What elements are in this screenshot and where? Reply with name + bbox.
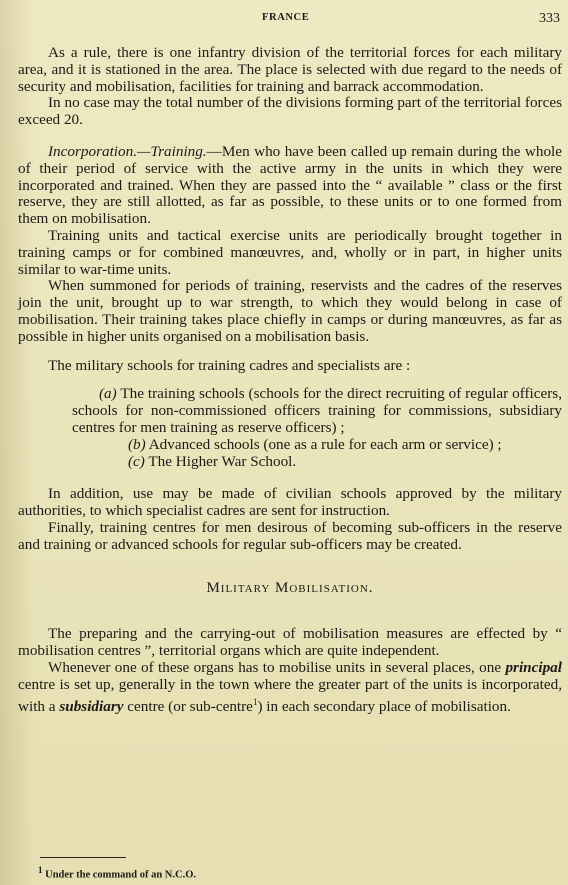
list-text: The training schools (schools for the direct recruiting of regular officers, schools for non-commissioned officers training for commissions, subsidiary centres for men training as reserve officers) ; bbox=[72, 385, 562, 436]
emphasis-subsidiary: subsidiary bbox=[59, 697, 124, 715]
paragraph bbox=[18, 660, 562, 715]
paragraph bbox=[18, 144, 562, 228]
list-label: (a) bbox=[99, 385, 117, 403]
paragraph: Training units and tactical exercise units are periodically brought together in training camps or for combined manœuvres, and, wholly or in part, in higher units similar to war-time units. bbox=[18, 226, 562, 278]
paragraph: The preparing and the carrying-out of mobilisation measures are effected by “ mobilisation centres ”, territorial organs which are quite independent. bbox=[18, 625, 562, 660]
emphasis-principal: principal bbox=[505, 658, 562, 676]
list-label: (b) bbox=[128, 435, 146, 453]
paragraph-text: —Men who have been called up remain during the whole of their period of service with the active army in the units in which they were incorporated and trained. When they are passed into the “ available ” class or the first reserve, they are still allotted, as far as possible, to these units or to one formed from them on mobilisation. bbox=[18, 142, 562, 228]
list-item bbox=[18, 454, 562, 471]
paragraph: When summoned for periods of training, reservists and the cadres of the reserves join the unit, brought up to war strength, to which they would belong in case of mobilisation. Their training takes place chiefly in camps or during manœuvres, as far as possible in higher units organised on a mobilisation basis. bbox=[18, 277, 562, 345]
running-head bbox=[0, 11, 568, 29]
paragraph-text: centre is set up, generally in the town where the greater part of the units is incorporated, with a bbox=[18, 675, 562, 715]
section-lead: Incorporation.—Training. bbox=[48, 142, 207, 160]
list-item bbox=[18, 386, 562, 436]
footnote-ref: 1 bbox=[252, 696, 258, 707]
paragraph: In addition, use may be made of civilian schools approved by the military authorities, to which specialist cadres are sent for instruction. bbox=[18, 485, 562, 520]
list-label: (c) bbox=[128, 452, 145, 470]
paragraph: The military schools for training cadres and specialists are : bbox=[48, 356, 411, 374]
paragraph: Finally, training centres for men desirous of becoming sub-officers in the reserve and training or advanced schools for regular sub-officers may be created. bbox=[18, 518, 562, 553]
footnote-marker: 1 bbox=[38, 865, 43, 875]
list-item bbox=[18, 437, 562, 454]
paragraph-text: centre (or sub-centre bbox=[123, 697, 253, 715]
paragraph: In no case may the total number of the divisions forming part of the territorial forces exceed 20. bbox=[18, 94, 562, 129]
paragraph-text: ) in each secondary place of mobilisation. bbox=[257, 697, 511, 715]
list-text: Advanced schools (one as a rule for each arm or service) ; bbox=[148, 435, 502, 453]
section-heading: Military Mobilisation. bbox=[206, 579, 374, 596]
running-title: FRANCE bbox=[262, 12, 310, 23]
footnote-divider bbox=[40, 857, 126, 858]
paragraph-text: Whenever one of these organs has to mobilise units in several places, one bbox=[48, 658, 506, 676]
list-text: The Higher War School. bbox=[148, 452, 297, 470]
body-text bbox=[18, 45, 562, 715]
footnote-text: Under the command of an N.C.O. bbox=[45, 869, 197, 881]
footnote bbox=[38, 865, 196, 881]
paragraph: As a rule, there is one infantry division of the territorial forces for each military area, and it is stationed in the area. The place is selected with due regard to the needs of security and mobilisation, facilities for training and barrack accommodation. bbox=[18, 44, 562, 95]
page-number: 333 bbox=[539, 11, 560, 26]
